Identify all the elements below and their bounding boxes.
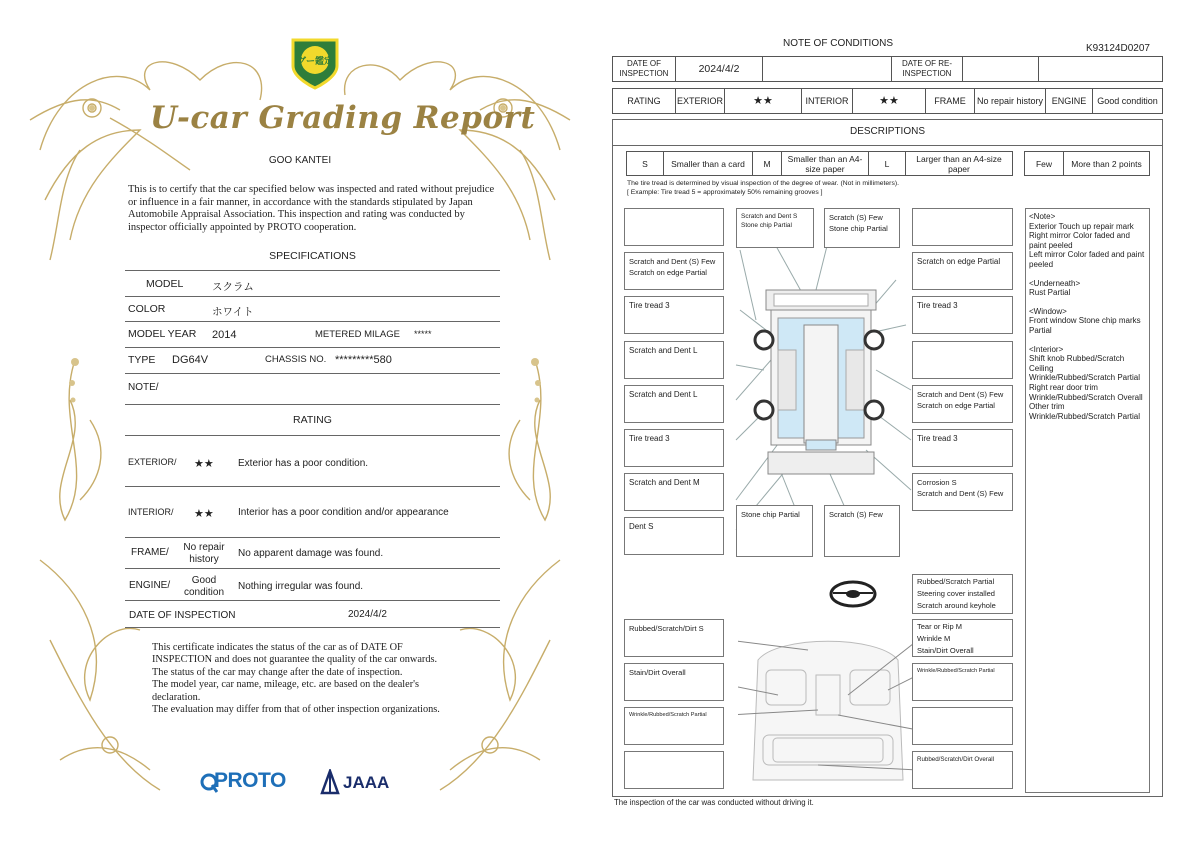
exterior-box-bottom-center-right: Scratch (S) Few xyxy=(824,505,900,557)
report-code: K93124D0207 xyxy=(1086,43,1150,54)
exterior-label: EXTERIOR xyxy=(676,89,725,114)
goo-kantei-badge-icon xyxy=(287,30,343,90)
exterior-box-left-6: Scratch and Dent M xyxy=(624,473,724,511)
empty-cell xyxy=(763,57,892,82)
interior-box-left-3: Wrinkle/Rubbed/Scratch Partial xyxy=(624,707,724,745)
exterior-box-left-4: Scratch and Dent L xyxy=(624,385,724,423)
proto-logo: PROTO xyxy=(214,769,286,792)
inspection-footer: The inspection of the car was conducted without driving it. xyxy=(614,798,814,807)
report-title: U-car Grading Report xyxy=(150,100,536,136)
engine-description: Nothing irregular was found. xyxy=(238,581,364,592)
steering-wheel-icon xyxy=(828,579,878,609)
note-line: <Window> xyxy=(1029,306,1067,316)
engine-value: Good condition xyxy=(183,575,225,598)
jaaa-logo-icon xyxy=(320,769,340,795)
empty-cell xyxy=(963,57,1039,82)
exterior-box-left-3: Scratch and Dent L xyxy=(624,341,724,379)
rating-heading: RATING xyxy=(293,414,332,426)
legend-l: L xyxy=(869,152,906,176)
note-line: Wrinkle/Rubbed/Scratch Partial xyxy=(1029,411,1141,421)
disclaimer-line: The model year, car name, mileage, etc. are based on the dealer's xyxy=(152,679,420,691)
date-of-inspection-label: DATE OF INSPECTION xyxy=(613,57,676,82)
divider xyxy=(125,270,500,271)
divider xyxy=(125,627,500,628)
legend-few-desc: More than 2 points xyxy=(1064,152,1150,176)
descriptions-heading: DESCRIPTIONS xyxy=(612,119,1163,146)
interior-box-left-4 xyxy=(624,751,724,789)
interior-value: ★★ xyxy=(853,89,926,114)
report-subtitle: GOO KANTEI xyxy=(268,155,332,166)
type-label: TYPE xyxy=(128,354,156,366)
note-of-conditions xyxy=(608,0,1168,848)
divider xyxy=(125,296,500,297)
metered-mileage-value: ***** xyxy=(414,329,432,339)
disclaimer-line: declaration. xyxy=(152,691,201,703)
interior-box-right-1: Tear or Rip M Wrinkle M Stain/Dirt Overall xyxy=(912,619,1013,657)
note-spacer xyxy=(1029,298,1146,307)
divider xyxy=(125,568,500,569)
interior-box-left-2: Stain/Dirt Overall xyxy=(624,663,724,701)
note-line: Rust Partial xyxy=(1029,288,1071,298)
divider xyxy=(125,435,500,436)
date-of-reinspection-label: DATE OF RE-INSPECTION xyxy=(892,57,963,82)
exterior-value: ★★ xyxy=(725,89,802,114)
disclaimer-line: The evaluation may differ from that of other inspection organizations. xyxy=(152,704,440,716)
exterior-box-left-5: Tire tread 3 xyxy=(624,429,724,467)
exterior-box-top-center-right: Scratch (S) Few Stone chip Partial xyxy=(824,208,900,248)
rating-label: RATING xyxy=(613,89,676,114)
disclaimer-line: This certificate indicates the status of the car as of DATE OF xyxy=(152,642,403,653)
exterior-box-top-center-left: Scratch and Dent S Stone chip Partial xyxy=(736,208,814,248)
divider xyxy=(125,373,500,374)
frame-value: No repair history xyxy=(183,542,225,565)
note-line: Shift knob Rubbed/Scratch xyxy=(1029,354,1125,364)
note-line: Wrinkle/Rubbed/Scratch Overall xyxy=(1029,392,1143,402)
note-line: Wrinkle/Rubbed/Scratch Partial xyxy=(1029,373,1141,383)
legend-s: S xyxy=(627,152,664,176)
rating-table xyxy=(612,88,1163,114)
certify-statement: This is to certify that the car specified below was inspected and rated without prejudice or influence in a fair manner, in accordance with the standards stipulated by Japan Automobile Appraisal Association. This inspection and rating was conducted by inspector officially appointed by PROTO cooperation. xyxy=(128,184,495,233)
frame-label: FRAME xyxy=(926,89,975,114)
interior-stars: ★★ xyxy=(194,508,214,520)
date-of-inspection-value: 2024/4/2 xyxy=(348,609,387,620)
interior-box-right-3 xyxy=(912,707,1013,745)
interior-label: INTERIOR xyxy=(802,89,853,114)
divider xyxy=(125,600,500,601)
interior-box-left-1: Rubbed/Scratch/Dirt S xyxy=(624,619,724,657)
interior-box-steering: Rubbed/Scratch Partial Steering cover installed Scratch around keyhole xyxy=(912,574,1013,614)
engine-value: Good condition xyxy=(1093,89,1163,114)
chassis-value: *********580 xyxy=(335,354,392,366)
note-spacer xyxy=(1029,336,1146,345)
disclaimer-line: INSPECTION and does not guarantee the quality of the car onwards. xyxy=(152,654,438,666)
note-line: Ceiling xyxy=(1029,363,1054,373)
exterior-box-left-7: Dent S xyxy=(624,517,724,555)
frame-value: No repair history xyxy=(975,89,1046,114)
note-line: Right rear door trim xyxy=(1029,382,1098,392)
date-of-inspection-value: 2024/4/2 xyxy=(676,57,763,82)
empty-cell xyxy=(1039,57,1163,82)
exterior-box-left-2: Tire tread 3 xyxy=(624,296,724,334)
divider xyxy=(125,321,500,322)
note-line: <Underneath> xyxy=(1029,278,1081,288)
divider xyxy=(125,486,500,487)
exterior-description: Exterior has a poor condition. xyxy=(238,458,369,469)
note-line: Left mirror Color faded and paint peeled xyxy=(1029,250,1145,269)
interior-description: Interior has a poor condition and/or appearance xyxy=(238,507,449,518)
legend-s-desc: Smaller than a card xyxy=(664,152,753,176)
few-legend xyxy=(1024,151,1150,176)
exterior-box-left-1: Scratch and Dent (S) Few Scratch on edge Partial xyxy=(624,252,724,290)
disclaimer-line: The status of the car may change after the date of inspection. xyxy=(152,666,403,678)
exterior-box-right-2: Tire tread 3 xyxy=(912,296,1013,334)
note-line: Other trim xyxy=(1029,402,1065,412)
exterior-box-right-4: Scratch and Dent (S) Few Scratch on edge Partial xyxy=(912,385,1013,423)
metered-mileage-label: METERED MILAGE xyxy=(315,329,400,340)
tread-example: [ Example: Tire tread 5 = approximately 50% remaining grooves ] xyxy=(627,189,823,196)
model-year-value: 2014 xyxy=(212,329,237,341)
interior-box-right-4: Rubbed/Scratch/Dirt Overall xyxy=(912,751,1013,789)
note-line: Exterior Touch up repair mark xyxy=(1029,221,1134,231)
legend-m: M xyxy=(753,152,782,176)
legend-m-desc: Smaller than an A4-size paper xyxy=(782,152,869,176)
jaaa-logo: JAAA xyxy=(343,773,390,792)
legend-l-desc: Larger than an A4-size paper xyxy=(906,152,1013,176)
divider xyxy=(125,404,500,405)
note-line: Right mirror Color faded and paint peeled xyxy=(1029,231,1130,250)
exterior-box-right-5: Tire tread 3 xyxy=(912,429,1013,467)
notes-panel xyxy=(1025,208,1150,793)
color-value: ホワイト xyxy=(212,306,254,318)
interior-label: INTERIOR/ xyxy=(128,507,174,517)
note-label: NOTE/ xyxy=(128,382,159,393)
svg-text:グー鑑定: グー鑑定 xyxy=(296,57,334,67)
exterior-box-top-right xyxy=(912,208,1013,246)
exterior-label: EXTERIOR/ xyxy=(128,457,177,467)
model-year-label: MODEL YEAR xyxy=(128,328,197,340)
type-value: DG64V xyxy=(172,354,209,366)
exterior-box-right-3 xyxy=(912,341,1013,379)
note-line: <Note> xyxy=(1029,212,1056,221)
tread-note: The tire tread is determined by visual inspection of the degree of wear. (Not in millimeters). xyxy=(627,180,899,187)
color-label: COLOR xyxy=(128,303,166,315)
date-of-inspection-label: DATE OF INSPECTION xyxy=(129,610,236,621)
exterior-box-top-left xyxy=(624,208,724,246)
exterior-box-right-6: Corrosion S Scratch and Dent (S) Few xyxy=(912,473,1013,511)
note-line: <Interior> xyxy=(1029,344,1064,354)
engine-label: ENGINE/ xyxy=(129,580,171,591)
model-value: スクラム xyxy=(212,281,254,293)
specifications-heading: SPECIFICATIONS xyxy=(269,250,356,262)
note-title: NOTE OF CONDITIONS xyxy=(783,38,893,49)
engine-label: ENGINE xyxy=(1046,89,1093,114)
car-interior-diagram xyxy=(738,620,918,790)
exterior-box-bottom-center-left: Stone chip Partial xyxy=(736,505,813,557)
note-line: Front window Stone chip marks Partial xyxy=(1029,316,1141,335)
chassis-label: CHASSIS NO. xyxy=(265,354,327,365)
note-spacer xyxy=(1029,270,1146,279)
model-label: MODEL xyxy=(146,278,184,290)
interior-box-right-2: Wrinkle/Rubbed/Scratch Partial xyxy=(912,663,1013,701)
size-legend xyxy=(626,151,1013,176)
exterior-box-right-1: Scratch on edge Partial xyxy=(912,252,1013,290)
certificate-disclaimer xyxy=(152,642,482,716)
exterior-stars: ★★ xyxy=(194,458,214,470)
frame-description: No apparent damage was found. xyxy=(238,548,384,559)
divider xyxy=(125,347,500,348)
legend-few: Few xyxy=(1025,152,1064,176)
divider xyxy=(125,537,500,538)
date-table xyxy=(612,56,1163,82)
frame-label: FRAME/ xyxy=(131,547,169,558)
